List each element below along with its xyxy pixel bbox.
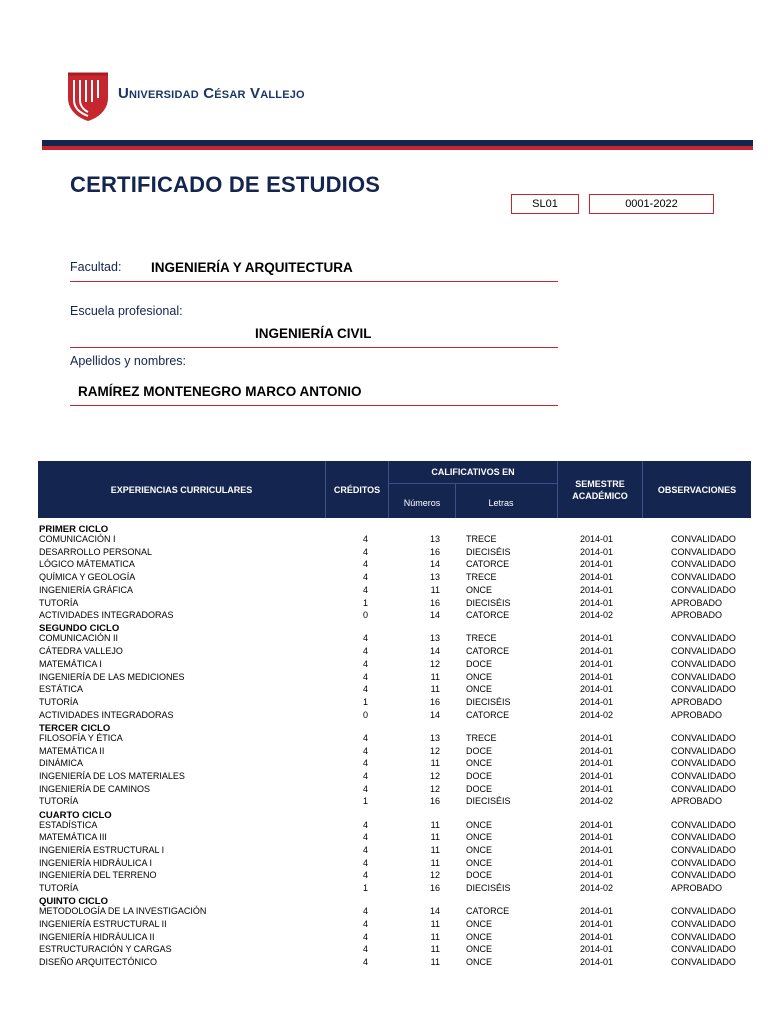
course-name: FILOSOFÍA Y ÉTICA	[39, 732, 123, 743]
course-grade-letters: ONCE	[466, 832, 493, 843]
course-observation: CONVALIDADO	[671, 684, 736, 695]
course-grade-number: 12	[429, 783, 440, 794]
course-grade-number: 12	[429, 658, 440, 669]
course-semester: 2014-01	[580, 658, 614, 669]
course-grade-number: 13	[429, 732, 440, 743]
course-grade-letters: CATORCE	[466, 610, 510, 621]
nombres-value: RAMÍREZ MONTENEGRO MARCO ANTONIO	[78, 384, 362, 399]
course-grade-number: 11	[430, 918, 440, 929]
header-numeros: Números	[403, 498, 441, 508]
course-semester: 2014-01	[580, 906, 614, 917]
course-observation: CONVALIDADO	[671, 844, 736, 855]
table-row	[38, 919, 751, 931]
course-name: ESTÁTICA	[39, 684, 84, 695]
table-row	[38, 547, 751, 559]
course-name: INGENIERÍA ESTRUCTURAL I	[39, 844, 165, 855]
course-credits: 4	[362, 819, 368, 830]
course-observation: CONVALIDADO	[671, 819, 736, 830]
course-credits: 0	[362, 709, 368, 720]
course-name: DISEÑO ARQUITECTÓNICO	[39, 957, 158, 967]
course-grade-number: 12	[429, 745, 440, 756]
course-grade-number: 14	[429, 646, 440, 657]
course-semester: 2014-01	[580, 546, 614, 557]
course-observation: APROBADO	[671, 610, 723, 621]
course-observation: CONVALIDADO	[671, 584, 736, 595]
course-name: METODOLOGÍA DE LA INVESTIGACIÓN	[39, 906, 207, 917]
escuela-label: Escuela profesional:	[70, 304, 183, 318]
course-credits: 4	[362, 957, 368, 967]
course-credits: 4	[362, 870, 368, 881]
course-grade-letters: CATORCE	[466, 906, 510, 917]
course-credits: 1	[362, 796, 368, 807]
course-semester: 2014-01	[580, 684, 614, 695]
cycle-heading: QUINTO CICLO	[39, 896, 108, 908]
header-experiencias: EXPERIENCIAS CURRICULARES	[110, 484, 253, 495]
document-code: SL01	[532, 198, 558, 210]
course-observation: CONVALIDADO	[671, 957, 736, 967]
table-row	[38, 672, 751, 684]
header-semestre: SEMESTRE ACADÉMICO	[572, 478, 628, 501]
course-grade-number: 12	[429, 770, 440, 781]
course-grade-letters: DIECISÉIS	[466, 796, 511, 807]
course-name: TUTORÍA	[39, 696, 79, 707]
course-semester: 2014-01	[580, 783, 614, 794]
course-grade-letters: CATORCE	[466, 646, 510, 657]
course-semester: 2014-01	[580, 745, 614, 756]
course-semester: 2014-01	[580, 844, 614, 855]
course-observation: CONVALIDADO	[671, 671, 736, 682]
table-row	[38, 883, 751, 895]
course-grade-number: 11	[430, 671, 440, 682]
table-row	[38, 659, 751, 671]
course-semester: 2014-01	[580, 633, 614, 644]
escuela-rule	[70, 347, 558, 348]
course-semester: 2014-01	[580, 597, 614, 608]
course-credits: 4	[362, 572, 368, 583]
course-grade-number: 11	[430, 758, 440, 769]
course-observation: CONVALIDADO	[671, 534, 736, 544]
document-number: 0001-2022	[625, 198, 678, 210]
course-observation: APROBADO	[671, 883, 723, 893]
course-semester: 2014-01	[580, 944, 614, 955]
nombres-rule	[70, 405, 558, 406]
course-semester: 2014-01	[580, 534, 614, 544]
escuela-value: INGENIERÍA CIVIL	[255, 326, 372, 341]
course-grade-letters: TRECE	[466, 534, 497, 544]
course-observation: APROBADO	[671, 796, 723, 807]
facultad-value: INGENIERÍA Y ARQUITECTURA	[151, 260, 353, 275]
document-number-box	[589, 194, 714, 214]
nombres-label: Apellidos y nombres:	[70, 354, 187, 368]
course-credits: 4	[362, 906, 368, 917]
table-row	[38, 870, 751, 882]
cycle-heading: SEGUNDO CICLO	[39, 623, 120, 635]
course-grade-letters: ONCE	[466, 918, 493, 929]
course-observation: CONVALIDADO	[671, 633, 736, 644]
course-name: INGENIERÍA HIDRÁULICA II	[39, 931, 155, 942]
course-name: INGENIERÍA ESTRUCTURAL II	[39, 918, 167, 929]
course-observation: APROBADO	[671, 709, 723, 720]
course-name: QUÍMICA Y GEOLOGÍA	[39, 572, 136, 583]
table-row	[38, 771, 751, 783]
course-observation: CONVALIDADO	[671, 658, 736, 669]
course-observation: CONVALIDADO	[671, 918, 736, 929]
course-grade-letters: ONCE	[466, 671, 493, 682]
course-name: MATEMÁTICA II	[39, 745, 105, 756]
course-credits: 4	[362, 745, 368, 756]
course-name: CÁTEDRA VALLEJO	[39, 646, 123, 657]
course-grade-number: 11	[430, 832, 440, 843]
course-credits: 4	[362, 559, 368, 570]
course-semester: 2014-01	[580, 584, 614, 595]
table-row	[38, 784, 751, 796]
course-grade-number: 13	[429, 633, 440, 644]
course-grade-letters: ONCE	[466, 844, 493, 855]
course-grade-letters: TRECE	[466, 633, 497, 644]
course-observation: CONVALIDADO	[671, 944, 736, 955]
course-credits: 4	[362, 857, 368, 868]
course-grade-letters: DIECISÉIS	[466, 546, 511, 557]
course-credits: 1	[362, 597, 368, 608]
course-observation: APROBADO	[671, 597, 723, 608]
course-name: INGENIERÍA DE CAMINOS	[39, 783, 151, 794]
course-name: LÓGICO MÁTEMATICA	[39, 559, 135, 570]
course-credits: 4	[362, 534, 368, 544]
course-observation: CONVALIDADO	[671, 646, 736, 657]
course-grade-number: 14	[429, 709, 440, 720]
course-name: ACTIVIDADES INTEGRADORAS	[39, 610, 174, 621]
course-semester: 2014-01	[580, 870, 614, 881]
course-credits: 4	[362, 671, 368, 682]
table-row	[38, 944, 751, 956]
table-row	[38, 598, 751, 610]
course-observation: CONVALIDADO	[671, 559, 736, 570]
course-grade-number: 11	[430, 857, 440, 868]
course-observation: CONVALIDADO	[671, 857, 736, 868]
course-credits: 4	[362, 732, 368, 743]
course-observation: CONVALIDADO	[671, 931, 736, 942]
course-name: ESTADÍSTICA	[39, 819, 98, 830]
facultad-label: Facultad:	[70, 260, 122, 274]
course-semester: 2014-01	[580, 572, 614, 583]
course-credits: 0	[362, 610, 368, 621]
course-semester: 2014-01	[580, 671, 614, 682]
table-row	[38, 957, 751, 969]
cycle-heading: PRIMER CICLO	[39, 524, 109, 535]
course-credits: 4	[362, 758, 368, 769]
course-grade-number: 13	[429, 572, 440, 583]
course-grade-letters: DOCE	[466, 745, 493, 756]
course-grade-number: 11	[430, 819, 440, 830]
header-red-bar	[42, 146, 753, 150]
table-row	[38, 585, 751, 597]
table-row	[38, 559, 751, 571]
course-grade-number: 16	[429, 696, 440, 707]
course-grade-number: 13	[429, 534, 440, 544]
course-name: ESTRUCTURACIÓN Y CARGAS	[39, 944, 172, 955]
course-grade-letters: DIECISÉIS	[466, 696, 511, 707]
course-grade-number: 14	[429, 610, 440, 621]
course-grade-letters: ONCE	[466, 931, 493, 942]
table-row	[38, 633, 751, 645]
course-grade-letters: ONCE	[466, 684, 493, 695]
course-credits: 1	[362, 883, 368, 893]
ucv-logo	[66, 72, 110, 122]
course-grade-letters: ONCE	[466, 957, 493, 967]
course-grade-letters: ONCE	[466, 758, 493, 769]
course-observation: CONVALIDADO	[671, 783, 736, 794]
course-credits: 4	[362, 844, 368, 855]
course-semester: 2014-01	[580, 832, 614, 843]
course-credits: 4	[362, 931, 368, 942]
course-grade-letters: DOCE	[466, 870, 493, 881]
table-header	[38, 461, 751, 518]
table-row	[38, 572, 751, 584]
course-semester: 2014-01	[580, 559, 614, 570]
table-row	[38, 534, 751, 546]
table-row	[38, 610, 751, 622]
table-row	[38, 646, 751, 658]
table-row	[38, 733, 751, 745]
course-credits: 4	[362, 832, 368, 843]
course-semester: 2014-02	[580, 883, 614, 893]
course-name: INGENIERÍA HIDRÁULICA I	[39, 857, 153, 868]
course-grade-letters: DIECISÉIS	[466, 597, 511, 608]
course-credits: 4	[362, 684, 368, 695]
table-row	[38, 758, 751, 770]
course-name: TUTORÍA	[39, 796, 79, 807]
table-row	[38, 746, 751, 758]
course-grade-number: 16	[429, 546, 440, 557]
course-semester: 2014-02	[580, 610, 614, 621]
course-credits: 4	[362, 783, 368, 794]
course-semester: 2014-01	[580, 931, 614, 942]
course-grade-letters: TRECE	[466, 572, 497, 583]
course-name: COMUNICACIÓN II	[39, 633, 119, 644]
header-letras: Letras	[488, 498, 514, 508]
course-semester: 2014-01	[580, 770, 614, 781]
course-name: MATEMÁTICA I	[39, 658, 102, 669]
course-name: DINÁMICA	[39, 758, 84, 769]
course-grade-letters: CATORCE	[466, 709, 510, 720]
course-grade-number: 16	[429, 597, 440, 608]
course-grade-letters: ONCE	[466, 857, 493, 868]
course-name: INGENIERÍA DE LAS MEDICIONES	[39, 671, 185, 682]
course-grade-number: 11	[430, 957, 440, 967]
table-row	[38, 832, 751, 844]
course-semester: 2014-01	[580, 758, 614, 769]
course-semester: 2014-01	[580, 957, 614, 967]
course-semester: 2014-01	[580, 819, 614, 830]
course-name: INGENIERÍA GRÁFICA	[39, 584, 134, 595]
course-grade-letters: ONCE	[466, 584, 493, 595]
table-row	[38, 710, 751, 722]
course-semester: 2014-02	[580, 796, 614, 807]
table-row	[38, 820, 751, 832]
course-grade-number: 14	[429, 906, 440, 917]
course-semester: 2014-01	[580, 696, 614, 707]
course-name: ACTIVIDADES INTEGRADORAS	[39, 709, 174, 720]
course-semester: 2014-01	[580, 646, 614, 657]
course-observation: CONVALIDADO	[671, 906, 736, 917]
course-observation: CONVALIDADO	[671, 745, 736, 756]
course-credits: 4	[362, 770, 368, 781]
table-row	[38, 796, 751, 808]
university-name: Universidad César Vallejo	[118, 85, 305, 102]
course-observation: CONVALIDADO	[671, 572, 736, 583]
course-grade-letters: DOCE	[466, 770, 493, 781]
course-grade-number: 11	[430, 584, 440, 595]
course-grade-number: 11	[430, 844, 440, 855]
table-row	[38, 906, 751, 918]
course-credits: 4	[362, 546, 368, 557]
course-grade-number: 12	[429, 870, 440, 881]
course-grade-letters: ONCE	[466, 819, 493, 830]
facultad-rule	[70, 281, 558, 282]
course-credits: 4	[362, 658, 368, 669]
course-name: TUTORÍA	[39, 883, 79, 893]
course-grade-letters: CATORCE	[466, 559, 510, 570]
course-grade-letters: DOCE	[466, 658, 493, 669]
course-name: INGENIERÍA DE LOS MATERIALES	[39, 770, 185, 781]
course-semester: 2014-01	[580, 732, 614, 743]
course-credits: 4	[362, 918, 368, 929]
course-semester: 2014-01	[580, 918, 614, 929]
table-row	[38, 845, 751, 857]
header-observaciones: OBSERVACIONES	[657, 484, 737, 495]
cycle-heading: TERCER CICLO	[39, 722, 111, 734]
cycle-heading: CUARTO CICLO	[39, 809, 112, 821]
course-grade-letters: DIECISÉIS	[466, 883, 511, 893]
course-semester: 2014-02	[580, 709, 614, 720]
course-grade-letters: ONCE	[466, 944, 493, 955]
course-name: MATEMÁTICA III	[39, 832, 107, 843]
course-grade-number: 11	[430, 684, 440, 695]
course-observation: CONVALIDADO	[671, 758, 736, 769]
table-row	[38, 697, 751, 709]
course-name: COMUNICACIÓN I	[39, 534, 116, 544]
course-grade-number: 11	[430, 931, 440, 942]
header-calificativos: CALIFICATIVOS EN	[431, 467, 515, 477]
course-observation: CONVALIDADO	[671, 832, 736, 843]
course-grade-number: 11	[430, 944, 440, 955]
course-grade-letters: TRECE	[466, 732, 497, 743]
course-observation: CONVALIDADO	[671, 870, 736, 881]
course-credits: 4	[362, 944, 368, 955]
course-semester: 2014-01	[580, 857, 614, 868]
course-grade-number: 14	[429, 559, 440, 570]
table-row	[38, 684, 751, 696]
course-credits: 4	[362, 633, 368, 644]
course-credits: 4	[362, 584, 368, 595]
course-credits: 1	[362, 696, 368, 707]
course-grade-number: 16	[429, 796, 440, 807]
course-observation: CONVALIDADO	[671, 770, 736, 781]
table-row	[38, 858, 751, 870]
document-code-box	[511, 194, 579, 214]
course-grade-letters: DOCE	[466, 783, 493, 794]
course-name: INGENIERÍA DEL TERRENO	[39, 870, 157, 881]
course-observation: CONVALIDADO	[671, 732, 736, 743]
course-observation: CONVALIDADO	[671, 546, 736, 557]
course-credits: 4	[362, 646, 368, 657]
course-name: TUTORÍA	[39, 597, 79, 608]
course-observation: APROBADO	[671, 696, 723, 707]
course-name: DESARROLLO PERSONAL	[39, 546, 153, 557]
document-title: CERTIFICADO DE ESTUDIOS	[70, 172, 381, 197]
header-creditos: CRÉDITOS	[333, 484, 381, 495]
course-grade-number: 16	[429, 883, 440, 893]
table-row	[38, 932, 751, 944]
